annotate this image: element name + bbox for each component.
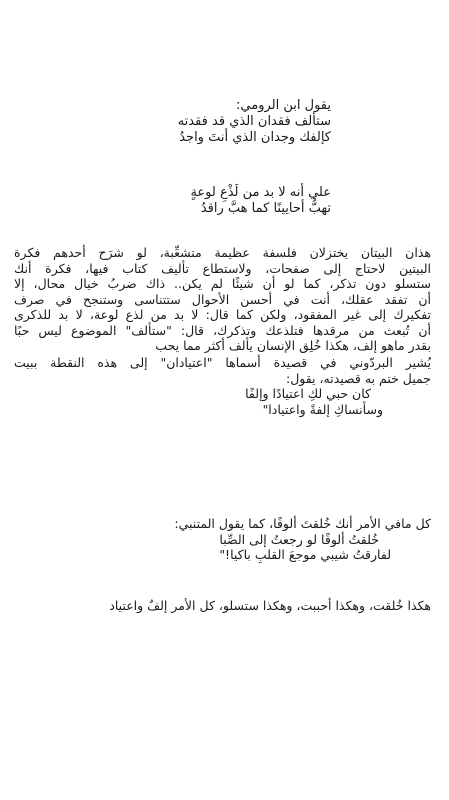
poem-line: خُلقتُ ألوفًا لو رجعتُ إلى الصِّبا <box>219 531 379 547</box>
poem-line: علي أنه لا بد من لَذْعِ لوعةٍ <box>190 185 331 200</box>
closing-line: هكذا خُلقت، وهكذا أحببت، وهكذا ستسلو، كل الأمر إلفٌ واعتياد <box>109 598 431 613</box>
verse-block <box>14 185 331 217</box>
closing-line-block <box>14 598 431 614</box>
poem-line: كإلفك وجدان الذي أنتَ واجدُ <box>179 130 331 145</box>
intro-block <box>14 98 331 146</box>
poem-line: ستألف فقدان الذي قد فقدته <box>177 114 331 129</box>
text-line: أن تُبعث من مرقدها فتلذعك وتذكرك، قال: "ستألف" الموضوع ليس حبًا <box>14 322 431 338</box>
text-line: بقدر ماهو إلف، هكذا خُلِق الإنسان يألف أكثر مما يحب <box>155 338 431 353</box>
paragraph-bardouni <box>14 355 431 417</box>
poem-line: تهبُّ أحايينًا كما هبَّ راقدُ <box>200 201 331 216</box>
paragraph-mutanabbi <box>14 516 431 563</box>
intro-line: يقول ابن الرومي: <box>236 98 331 113</box>
poem-line: وسأنساكِ إلفةً واعتيادا" <box>262 401 383 417</box>
poem-line: لفارقتُ شيبي موجعَ القلبِ باكيا!" <box>219 547 391 562</box>
text-line: تفكيرك إلى غير المفقود، ولكن كما قال: لا بد من لذع لوعة، لا بد للذكرى <box>14 307 431 322</box>
text-line: البيتين لاحتاج إلى صفحات، ولاستطاع تأليف كتاب فيها، فكرة أنك <box>14 260 431 276</box>
text-line: ستسلو دون تذكر، كما لو أن شيئًا لم يكن.. ذاك ضربُ خيال محال، إلا <box>14 276 431 291</box>
text-line: كل مافي الأمر أنك خُلقتَ ألوفًا، كما يقول المتنبي: <box>174 516 431 531</box>
text-line: أن تفقد عقلك، أنت في أحسن الأحوال ستتناسى وستنجح في صرف <box>14 291 431 307</box>
text-line: هذان البيتان يختزلان فلسفة عظيمة متشعِّبة، لو شرَح أحدهم فكرة <box>14 245 431 260</box>
paragraph-explanation <box>14 245 431 354</box>
text-line: يُشير البردّوني في قصيدة أسماها "اعتيادان" إلى هذه النقطة ببيت <box>14 355 431 370</box>
text-line: جميل ختم به قصيدته، يقول: <box>285 370 431 386</box>
poem-line: كان حبي لكِ اعتيادًا وإلفًا <box>245 386 371 401</box>
